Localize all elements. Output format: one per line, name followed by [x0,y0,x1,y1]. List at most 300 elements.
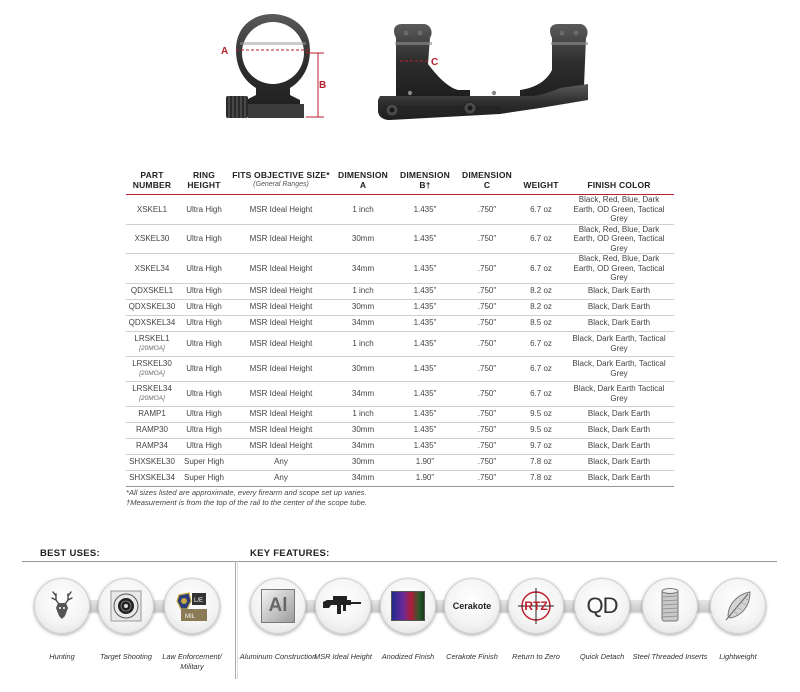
cell-value: Ultra High [186,318,222,328]
table-row [126,470,674,486]
table-cell-c [456,356,518,381]
column-header-title: DIMENSION A [338,170,388,190]
cell-value: MSR Ideal Height [249,286,313,296]
cell-value: XSKEL1 [136,204,168,214]
cell-value: 1.90" [415,473,435,483]
key-features-title: KEY FEATURES: [250,548,330,559]
cell-value: 30mm [351,363,375,373]
table-cell-height [178,299,230,315]
column-header [456,170,518,195]
cell-value: 7.8 oz [530,473,552,483]
cell-value: Super High [183,457,225,467]
feature-label: MSR Ideal Height [314,652,372,661]
table-cell-b [394,381,456,406]
table-cell-fits [230,454,332,470]
cell-value: XSKEL30 [134,234,170,243]
cell-value: 6.7 oz [530,363,552,373]
cell-value: Ultra High [186,338,222,348]
cell-value: RAMP30 [135,425,168,435]
cell-value: 6.7 oz [530,338,552,348]
law-enforcement-icon [164,578,220,634]
cell-value: 30mm [351,234,375,243]
table-cell-height [178,331,230,356]
table-row [126,331,674,356]
table-cell-weight [518,470,564,486]
column-header-title: PART NUMBER [132,170,172,190]
table-cell-weight [518,299,564,315]
table-cell-fits [230,470,332,486]
cell-value: 1.435" [413,338,437,348]
cell-subvalue: [20MOA] [139,394,165,402]
feature-label: Quick Detach [579,652,625,661]
table-cell-fits [230,283,332,299]
cell-value: Black, Dark Earth [587,318,651,328]
cell-value: MSR Ideal Height [249,409,313,419]
qd-icon [574,578,630,634]
table-cell-fits [230,438,332,454]
column-header-title: WEIGHT [523,180,559,190]
table-cell-finish [564,470,674,486]
svg-text:MIL: MIL [185,614,196,620]
table-cell-part [126,283,178,299]
rtz-icon [508,578,564,634]
svg-text:L/E: L/E [194,598,204,604]
cell-value: .750" [477,302,497,312]
table-cell-weight [518,422,564,438]
table-cell-a [332,381,394,406]
cell-subvalue: [20MOA] [139,369,165,377]
cell-value: Ultra High [186,363,222,373]
cell-subvalue: [20MOA] [139,344,165,352]
table-cell-height [178,406,230,422]
cell-value: Any [274,457,288,467]
best-use-label: Law Enforcement/ Military [162,652,222,671]
cell-value: 9.7 oz [530,441,552,451]
table-cell-fits [230,315,332,331]
cell-value: Ultra High [186,302,222,312]
table-cell-weight [518,438,564,454]
table-cell-part [126,315,178,331]
table-row [126,381,674,406]
table-cell-height [178,470,230,486]
table-cell-a [332,315,394,331]
feature-label: Anodized Finish [381,652,435,661]
rifle-icon [315,578,371,634]
target-icon [98,578,154,634]
cell-value: MSR Ideal Height [249,234,313,243]
cell-value: Ultra High [186,286,222,296]
best-uses-title: BEST USES: [40,548,101,559]
table-cell-b [394,454,456,470]
cell-value: .750" [477,425,497,435]
table-cell-weight [518,224,564,254]
footnote-sizes: *All sizes listed are approximate, every firearm and scope set up varies. [126,488,367,497]
table-cell-weight [518,381,564,406]
cell-value: RAMP34 [135,441,168,451]
table-cell-height [178,454,230,470]
cell-value: Black, Red, Blue, Dark Earth, OD Green, Tactical Grey [573,224,665,253]
table-cell-c [456,283,518,299]
dimension-b-label: B [319,80,327,91]
cell-value: 30mm [351,425,375,435]
column-header [178,170,230,195]
table-cell-fits [230,406,332,422]
feature-label: Cerakote Finish [446,652,498,661]
table-cell-c [456,299,518,315]
feature-label: Steel Threaded Inserts [632,652,708,661]
table-cell-part [126,381,178,406]
table-cell-fits [230,254,332,284]
cell-value: Black, Dark Earth [587,302,651,312]
table-cell-weight [518,454,564,470]
table-cell-finish [564,224,674,254]
cell-value: MSR Ideal Height [249,302,313,312]
table-cell-c [456,470,518,486]
cell-value: 1.435" [413,234,437,243]
cell-value: 1.435" [413,388,437,398]
cell-value: MSR Ideal Height [249,363,313,373]
cell-value: Ultra High [186,409,222,419]
table-cell-finish [564,283,674,299]
cell-value: 8.2 oz [530,286,552,296]
table-cell-c [456,438,518,454]
table-cell-c [456,315,518,331]
cell-value: MSR Ideal Height [249,263,313,273]
cell-value: XSKEL34 [134,263,170,273]
cell-value: Ultra High [186,425,222,435]
cell-value: 6.7 oz [530,388,552,398]
thread-insert-icon [642,578,698,634]
cell-value: LRSKEL34 [132,384,172,393]
table-cell-height [178,315,230,331]
cell-value: Black, Dark Earth [587,473,651,483]
table-cell-a [332,438,394,454]
band-divider [22,561,777,562]
table-cell-fits [230,299,332,315]
table-cell-weight [518,254,564,284]
cell-value: .750" [477,318,497,328]
footnote-measurement: †Measurement is from the top of the rail to the center of the scope tube. [126,498,368,507]
cell-value: Ultra High [186,263,222,273]
table-row [126,254,674,284]
cell-value: Ultra High [186,441,222,451]
table-cell-b [394,195,456,225]
table-cell-c [456,381,518,406]
cell-value: MSR Ideal Height [249,318,313,328]
column-header [126,170,178,195]
column-header-title: FITS OBJECTIVE SIZE* [232,170,330,180]
cell-value: 7.8 oz [530,457,552,467]
table-cell-finish [564,406,674,422]
table-cell-c [456,224,518,254]
cell-value: 1.435" [413,363,437,373]
table-cell-finish [564,356,674,381]
cell-value: .750" [477,363,497,373]
feature-label: Aluminum Construction [239,652,317,661]
table-row [126,406,674,422]
table-cell-b [394,299,456,315]
table-cell-height [178,438,230,454]
table-cell-fits [230,224,332,254]
table-cell-finish [564,422,674,438]
table-cell-weight [518,283,564,299]
cell-value: .750" [477,204,497,214]
table-cell-a [332,195,394,225]
cell-value: 1.435" [413,409,437,419]
cell-value: 1.435" [413,318,437,328]
cell-value: 1.435" [413,302,437,312]
table-cell-fits [230,331,332,356]
table-cell-height [178,195,230,225]
cell-value: RAMP1 [138,409,166,419]
cell-value: 1 inch [352,338,374,348]
table-cell-fits [230,356,332,381]
table-cell-part [126,356,178,381]
table-cell-finish [564,315,674,331]
column-header [394,170,456,195]
cell-value: 30mm [351,302,375,312]
table-cell-c [456,454,518,470]
mount-diagrams [0,0,800,160]
cell-value: 1.435" [413,425,437,435]
column-header [230,170,332,195]
column-header-title: DIMENSION C [462,170,512,190]
feather-icon [710,578,766,634]
cell-value: QDXSKEL34 [128,318,176,328]
cell-value: 8.5 oz [530,318,552,328]
table-cell-b [394,224,456,254]
deer-icon [34,578,90,634]
table-cell-finish [564,454,674,470]
table-cell-b [394,422,456,438]
cell-value: .750" [477,388,497,398]
column-header [564,170,674,195]
cell-value: MSR Ideal Height [249,425,313,435]
cell-value: Black, Dark Earth, Tactical Grey [572,334,666,353]
table-cell-finish [564,331,674,356]
feature-label: Return to Zero [512,652,560,661]
cerakote-icon [444,578,500,634]
table-cell-height [178,422,230,438]
cell-value: Super High [183,473,225,483]
side-view-diagram [378,24,588,120]
cell-value: 9.5 oz [530,409,552,419]
cell-value: Ultra High [186,204,222,214]
cell-value: Black, Red, Blue, Dark Earth, OD Green, Tactical Grey [573,195,665,223]
qd-glyph: QD [586,593,618,618]
column-header-title: FINISH COLOR [587,180,651,190]
table-cell-height [178,224,230,254]
table-cell-b [394,331,456,356]
cell-value: 34mm [351,318,375,328]
table-cell-a [332,299,394,315]
table-cell-b [394,356,456,381]
cell-value: 30mm [351,457,375,467]
cell-value: Black, Red, Blue, Dark Earth, OD Green, Tactical Grey [573,254,665,282]
cell-value: .750" [477,263,497,273]
cell-value: 34mm [351,388,375,398]
column-header [332,170,394,195]
rtz-glyph: RTZ [524,599,548,613]
table-cell-b [394,438,456,454]
aluminum-glyph: Al [261,589,295,623]
table-row [126,315,674,331]
table-cell-finish [564,254,674,284]
table-cell-part [126,195,178,225]
cell-value: Ultra High [186,234,222,243]
best-use-law-enforcement [152,578,232,671]
cell-value: 34mm [351,263,375,273]
feature-lightweight [698,578,778,662]
table-cell-weight [518,315,564,331]
table-row [126,299,674,315]
cell-value: QDXSKEL30 [128,302,176,312]
cell-value: Any [274,473,288,483]
table-cell-c [456,406,518,422]
table-row [126,195,674,225]
table-cell-height [178,356,230,381]
table-cell-height [178,381,230,406]
cell-value: 34mm [351,441,375,451]
cell-value: Black, Dark Earth [587,457,651,467]
cell-value: MSR Ideal Height [249,441,313,451]
front-view-diagram [221,14,326,118]
table-cell-part [126,254,178,284]
footnotes [126,488,674,508]
table-cell-b [394,283,456,299]
cell-value: 1.90" [415,457,435,467]
cell-value: .750" [477,338,497,348]
table-row [126,454,674,470]
table-body [126,195,674,487]
table-cell-a [332,406,394,422]
table-cell-c [456,422,518,438]
cell-value: 1 inch [352,286,374,296]
table-cell-a [332,356,394,381]
table-cell-b [394,254,456,284]
table-cell-part [126,470,178,486]
aluminum-icon [250,578,306,634]
table-cell-part [126,299,178,315]
table-cell-part [126,224,178,254]
column-header [518,170,564,195]
table-cell-weight [518,356,564,381]
band-vertical-divider [235,561,236,679]
cell-value: Black, Dark Earth [587,286,651,296]
cell-value: 1 inch [352,204,374,214]
table-cell-height [178,283,230,299]
table-cell-a [332,454,394,470]
cell-value: Black, Dark Earth [587,409,651,419]
cell-value: 6.7 oz [530,204,552,214]
best-use-label: Target Shooting [100,652,152,661]
cell-value: Black, Dark Earth [587,425,651,435]
cell-value: 1.435" [413,441,437,451]
table-cell-finish [564,381,674,406]
cell-value: .750" [477,409,497,419]
table-cell-fits [230,381,332,406]
cell-value: SHXSKEL30 [129,457,175,467]
table-cell-weight [518,331,564,356]
dimension-a-label: A [221,46,229,57]
table-cell-b [394,406,456,422]
anodized-swatch-icon [380,578,436,634]
cell-value: 1 inch [352,409,374,419]
table-cell-fits [230,195,332,225]
cell-value: 8.2 oz [530,302,552,312]
cell-value: 34mm [351,473,375,483]
table-cell-height [178,254,230,284]
column-header-title: RING HEIGHT [187,170,221,190]
cell-value: Black, Dark Earth, Tactical Grey [572,359,666,378]
cell-value: .750" [477,234,497,243]
table-cell-part [126,406,178,422]
table-header-row [126,170,674,195]
table-cell-a [332,422,394,438]
cell-value: 6.7 oz [530,263,552,273]
table-cell-finish [564,195,674,225]
table-cell-b [394,315,456,331]
best-use-label: Hunting [49,652,75,661]
table-cell-a [332,283,394,299]
table-cell-c [456,254,518,284]
table-cell-weight [518,406,564,422]
table-cell-part [126,422,178,438]
dimension-c-label: C [431,57,439,68]
table-row [126,422,674,438]
table-cell-fits [230,422,332,438]
cell-value: SHXSKEL34 [129,473,175,483]
table-cell-a [332,470,394,486]
table-cell-a [332,331,394,356]
cell-value: Ultra High [186,388,222,398]
table-cell-finish [564,299,674,315]
cell-value: MSR Ideal Height [249,338,313,348]
table-row [126,224,674,254]
cell-value: 1.435" [413,286,437,296]
feature-label: Lightweight [719,652,757,661]
cell-value: QDXSKEL1 [130,286,174,296]
column-header-subtitle: (General Ranges) [253,181,309,188]
table-cell-c [456,195,518,225]
table-row [126,356,674,381]
cell-value: LRSKEL30 [132,359,172,368]
cell-value: Black, Dark Earth Tactical Grey [573,384,665,403]
cell-value: LRSKEL1 [134,334,170,343]
table-cell-a [332,224,394,254]
cell-value: 9.5 oz [530,425,552,435]
table-cell-c [456,331,518,356]
cerakote-glyph: Cerakote [452,601,492,611]
cell-value: MSR Ideal Height [249,204,313,214]
cell-value: 6.7 oz [530,234,552,243]
table-cell-a [332,254,394,284]
cell-value: .750" [477,457,497,467]
table-cell-finish [564,438,674,454]
table-cell-weight [518,195,564,225]
cell-value: 1.435" [413,204,437,214]
table-cell-part [126,454,178,470]
cell-value: .750" [477,473,497,483]
spec-table [126,170,674,487]
cell-value: .750" [477,441,497,451]
cell-value: MSR Ideal Height [249,388,313,398]
cell-value: Black, Dark Earth [587,441,651,451]
table-cell-part [126,438,178,454]
cell-value: 1.435" [413,263,437,273]
table-cell-part [126,331,178,356]
column-header-title: DIMENSION B† [400,170,450,190]
